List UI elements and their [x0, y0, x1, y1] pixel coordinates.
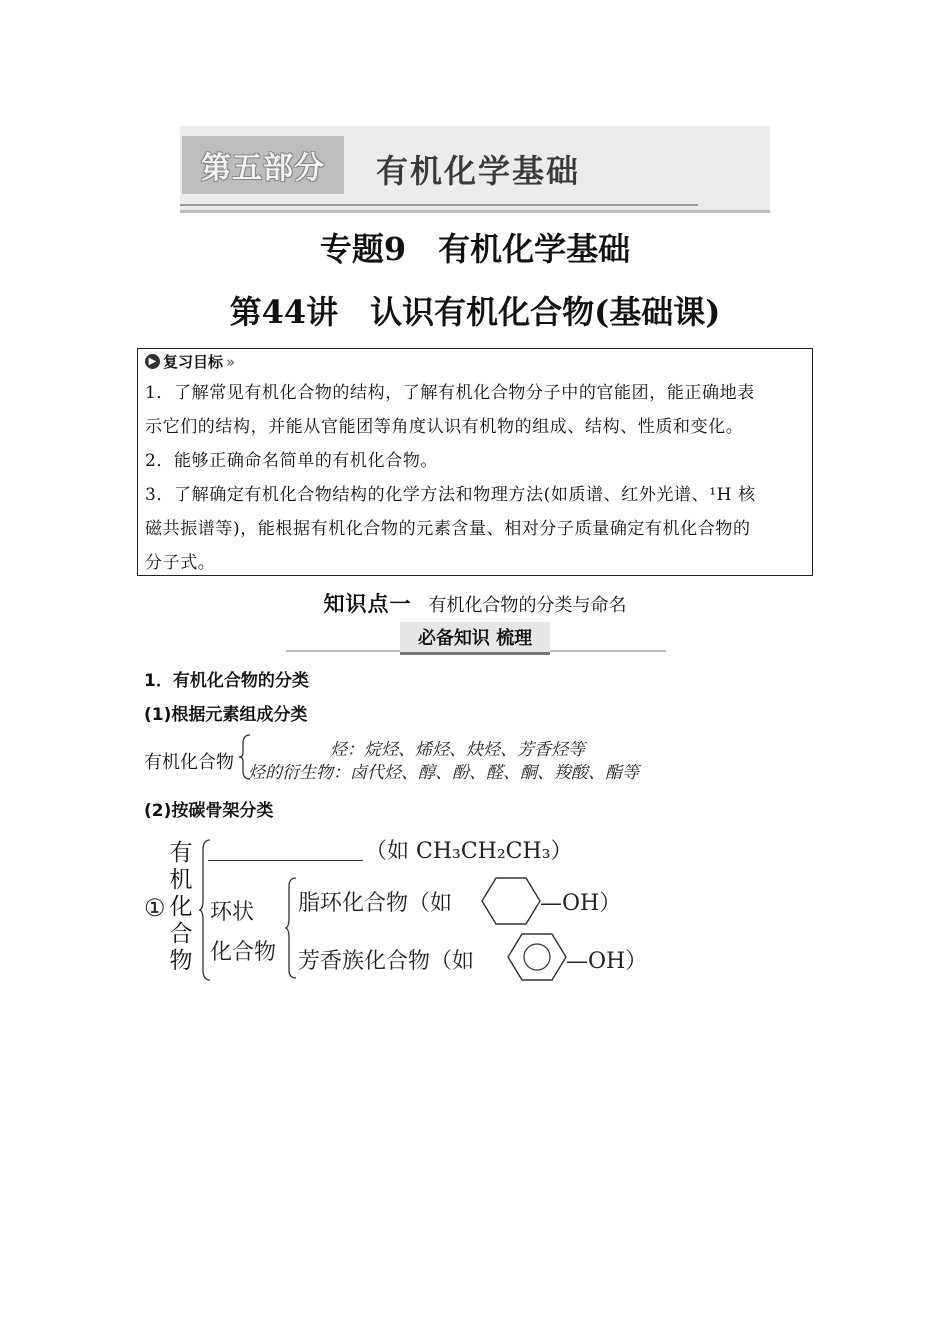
alicyclic-label: 脂环化合物（如 — [298, 891, 453, 916]
tree-root-label: 有机化合物 — [144, 752, 234, 773]
objective-line: 示它们的结构，并能从官能团等角度认识有机物的组成、结构、性质和变化。 — [145, 417, 744, 437]
root-char: 合 — [169, 921, 193, 947]
part-title: 有机化学基础 — [376, 152, 581, 190]
objectives-heading-text: 复习目标 — [163, 353, 224, 371]
aromatic-label: 芳香族化合物（如 — [298, 949, 475, 974]
chain-example: （如 CH₃CH₂CH₃） — [365, 839, 573, 864]
alicyclic-end: —OH） — [540, 891, 622, 916]
aromatic-end: —OH） — [566, 949, 648, 974]
root-char: 化 — [169, 894, 193, 920]
section-heading: 1．有机化合物的分类 — [144, 671, 309, 691]
play-icon: ▶ — [145, 354, 160, 369]
skeleton-root-label — [168, 840, 194, 975]
objective-line: 2．能够正确命名简单的有机化合物。 — [145, 451, 439, 471]
lecture-title: 第44讲 认识有机化合物(基础课) — [229, 293, 721, 331]
objective-line: 分子式。 — [145, 553, 216, 573]
root-char: 有 — [169, 840, 193, 866]
cyclohexane-icon — [480, 876, 542, 926]
root-char: 物 — [169, 948, 193, 974]
banner-divider — [180, 204, 698, 206]
benzene-icon — [506, 932, 568, 982]
tree-branch-derivative: 烃的衍生物：卤代烃、醇、酚、醛、酮、羧酸、酯等 — [248, 763, 639, 783]
knowledge-point-heading — [0, 588, 950, 618]
objective-line: 3．了解确定有机化合物结构的化学方法和物理方法(如质谱、红外光谱、¹H 核 — [145, 485, 756, 505]
cyclic-label-1: 环状 — [210, 900, 255, 925]
fill-in-blank — [208, 860, 363, 861]
knowledge-point-label: 知识点一 — [323, 592, 412, 616]
knowledge-point-title: 有机化合物的分类与命名 — [428, 595, 627, 616]
brace-icon — [284, 876, 298, 980]
subsection-heading: (2)按碳骨架分类 — [144, 801, 274, 821]
objective-line: 1．了解常见有机化合物的结构，了解有机化合物分子中的官能团，能正确地表 — [145, 383, 755, 403]
cyclic-label-2: 化合物 — [210, 940, 277, 965]
root-char: 机 — [169, 867, 193, 893]
double-chevron-icon: » — [226, 352, 236, 371]
tree-branch-hydrocarbon: 烃：烷烃、烯烃、炔烃、芳香烃等 — [330, 740, 585, 760]
part-label: 第五部分 — [182, 136, 344, 194]
topic-title: 专题9 有机化学基础 — [319, 230, 631, 268]
objectives-heading — [145, 351, 235, 372]
item-number: ① — [144, 894, 166, 922]
section-badge-text: 必备知识 梳理 — [417, 628, 533, 649]
objective-line: 磁共振谱等)，能根据有机化合物的元素含量、相对分子质量确定有机化合物的 — [145, 519, 751, 539]
subsection-heading: (1)根据元素组成分类 — [144, 705, 308, 725]
